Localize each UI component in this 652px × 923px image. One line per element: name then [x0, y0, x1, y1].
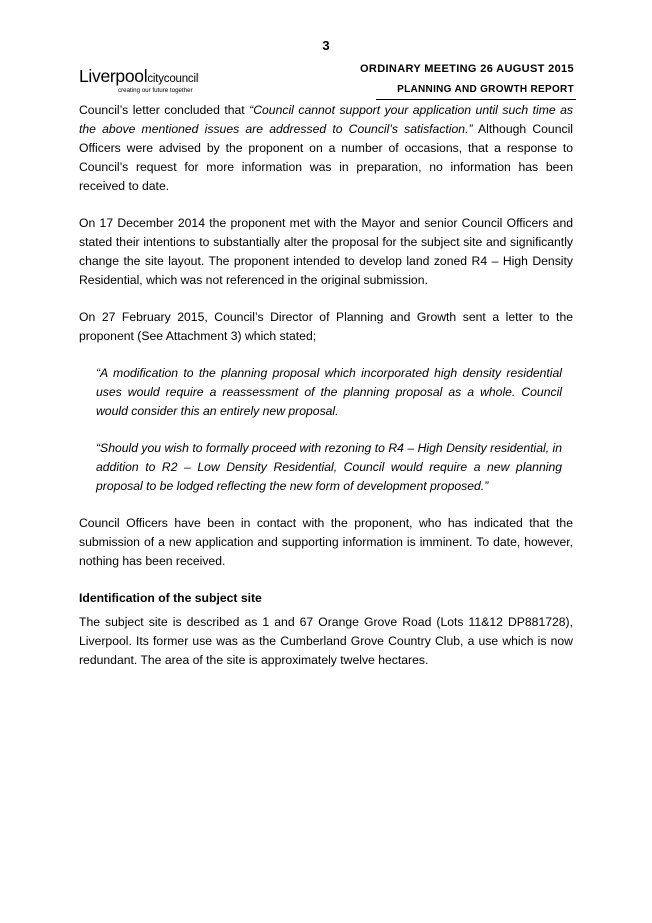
- section-heading: Identification of the subject site: [79, 591, 262, 605]
- meeting-title: ORDINARY MEETING 26 AUGUST 2015: [360, 63, 574, 75]
- paragraph-text: Although Council Officers were advised by the proponent on a number of occasions, that a response to Council’s request for more information was in preparation, no information has been received to date.: [79, 122, 573, 193]
- logo-liverpool-text: Liverpool: [79, 66, 148, 86]
- liverpool-city-council-logo: [79, 66, 219, 96]
- inline-quote: “Council cannot support your application until such time as the above mentioned issues are addressed to Council’s satisfaction.”: [79, 103, 573, 136]
- header-divider: [376, 99, 576, 100]
- report-body: [79, 101, 573, 688]
- paragraph-council-letter: [79, 101, 573, 196]
- paragraph-proponent-meeting: On 17 December 2014 the proponent met with the Mayor and senior Council Officers and stated their intentions to substantially alter the proposal for the subject site and significantly change the site layout. The proponent intended to develop land zoned R4 – High Density Residential, which was not referenced in the original submission.: [79, 216, 573, 287]
- paragraph-text: Council’s letter concluded that: [79, 103, 250, 117]
- paragraph-site-description: The subject site is described as 1 and 67 Orange Grove Road (Lots 11&12 DP881728), Liverpool. Its former use was as the Cumberland Grove Country Club, a use which is now redundant. The area of the site is approximately twelve hectares.: [79, 615, 573, 667]
- block-quote-rezoning: “Should you wish to formally proceed with rezoning to R4 – High Density residential, in addition to R2 – Low Density Residential, Council would require a new planning proposal to be lodged reflecting the new form of development proposed.”: [96, 441, 562, 493]
- paragraph-director-letter: On 27 February 2015, Council’s Director of Planning and Growth sent a letter to the proponent (See Attachment 3) which stated;: [79, 310, 573, 343]
- logo-tagline: creating our future together: [118, 87, 193, 94]
- logo-citycouncil-text: citycouncil: [147, 73, 199, 85]
- block-quote-modification: “A modification to the planning proposal which incorporated high density residential uses would require a reassessment of the planning proposal as a whole. Council would consider this an entirely new proposal.: [96, 366, 562, 418]
- paragraph-officer-contact: Council Officers have been in contact with the proponent, who has indicated that the submission of a new application and supporting information is imminent. To date, however, nothing has been received.: [79, 516, 573, 568]
- report-title: PLANNING AND GROWTH REPORT: [397, 84, 574, 95]
- page-number: 3: [322, 38, 330, 53]
